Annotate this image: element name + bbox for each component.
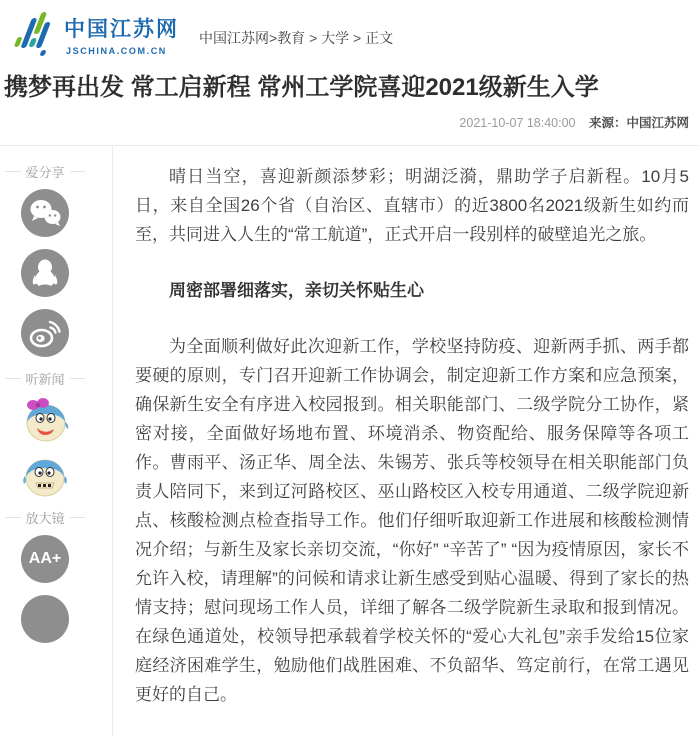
site-logo[interactable] xyxy=(12,10,179,58)
listen-section-label: 听新闻 xyxy=(0,369,90,388)
logo-text xyxy=(64,13,179,56)
font-decrease-button[interactable] xyxy=(21,595,69,643)
logo-domain: JSCHINA.COM.CN xyxy=(66,45,167,56)
breadcrumb-separator: > xyxy=(269,30,278,46)
share-sidebar xyxy=(0,146,112,736)
site-header xyxy=(0,0,699,58)
breadcrumb-separator: > xyxy=(305,30,322,46)
breadcrumb-item-0[interactable]: 中国江苏网 xyxy=(199,30,269,46)
jschina-logo-icon xyxy=(12,10,58,58)
article-meta xyxy=(0,107,699,146)
listen-boy-character-icon[interactable] xyxy=(20,452,70,500)
zoom-section-label: 放大镜 xyxy=(0,508,90,527)
listen-girl-character-icon[interactable] xyxy=(20,396,70,444)
font-increase-button[interactable] xyxy=(21,535,69,583)
publish-date: 2021-10-07 18:40:00 xyxy=(459,116,576,131)
breadcrumb-item-2[interactable]: 大学 xyxy=(321,30,350,46)
breadcrumb-item-1[interactable]: 教育 xyxy=(277,30,306,46)
breadcrumb-separator: > xyxy=(349,30,366,46)
breadcrumb-item-3[interactable]: 正文 xyxy=(365,30,394,46)
wechat-share-icon[interactable] xyxy=(21,189,69,237)
qq-share-icon[interactable] xyxy=(21,249,69,297)
source-label: 来源：中国江苏网 xyxy=(588,116,689,131)
article-body xyxy=(112,146,699,736)
page-title: 携梦再出发 常工启新程 常州工学院喜迎2021级新生入学 xyxy=(4,74,599,101)
main-area xyxy=(0,146,699,736)
breadcrumb xyxy=(199,28,393,48)
article-paragraph-2: 为全面顺利做好此次迎新工作，学校坚持防疫、迎新两手抓、两手都要硬的原则，专门召开迎新工作协调会，制定迎新工作方案和应急预案，确保新生安全有序进入校园报到。相关职能部门、二级学院分工协作，紧密对接，全面做好场地布置、环境消杀、物资配给、服务保障等各项工作。曹雨平、汤正华、周全法、朱锡芳、张兵等校领导在相关职能部门负责人陪同下，来到辽河路校区、巫山路校区入校专用通道、二级学院迎新点、核酸检测点检查指导工作。他们仔细听取迎新工作进展和核酸检测情况介绍；与新生及家长亲切交流，“你好” “辛苦了” “因为疫情原因，家长不允许入校，请理解”的问候和请求让新生感受到贴心温暖、得到了家长的热情支持；慰问现场工作人员，详细了解各二级学院新生录取和报到情况。在绿色通道处，校领导把承载着学校关怀的“爱心大礼包”亲手发给15位家庭经济困难学生，勉励他们战胜困难、不负韶华、笃定前行，在常工遇见更好的自己。 xyxy=(135,337,689,705)
font-increase-label: AA+ xyxy=(28,550,62,568)
weibo-share-icon[interactable] xyxy=(21,309,69,357)
logo-site-name: 中国江苏网 xyxy=(64,17,179,41)
article-paragraph-0: 晴日当空，喜迎新颜添梦彩；明湖泛漪，鼎助学子启新程。10月5日，来自全国26个省（自治区、直辖市）的近3800名2021级新生如约而至，共同进入人生的“常工航道”，正式开启一段别样的破壁追光之旅。 xyxy=(135,167,689,245)
share-section-label: 爱分享 xyxy=(0,162,90,181)
article-subheading: 周密部署细落实，亲切关怀贴生心 xyxy=(169,281,424,301)
